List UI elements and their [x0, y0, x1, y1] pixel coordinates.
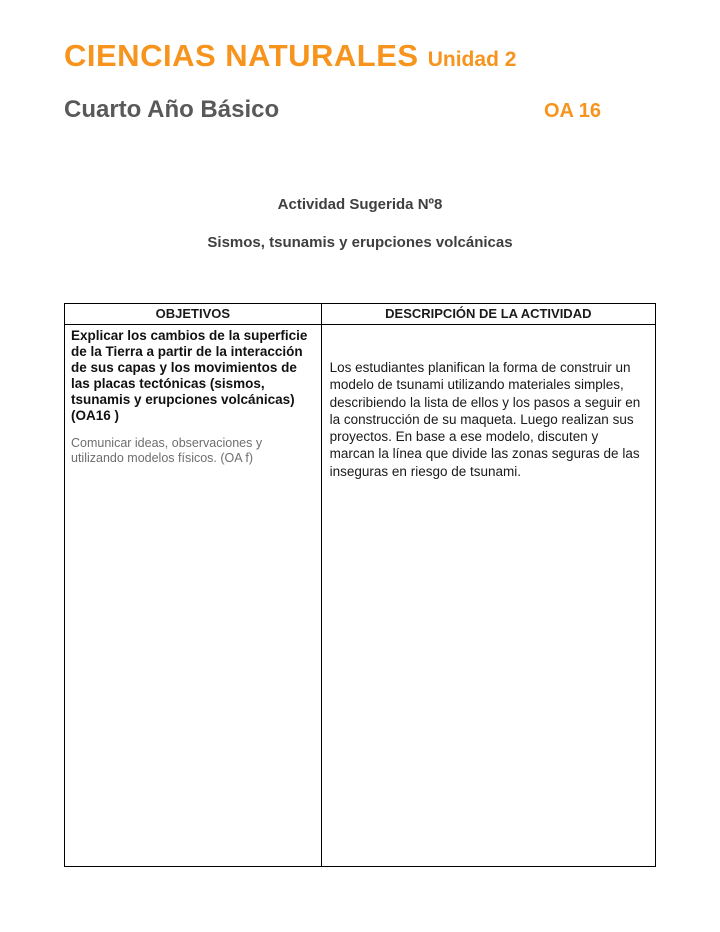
table-body-row [65, 325, 655, 866]
table-header-row [65, 304, 655, 325]
activity-table [64, 303, 656, 867]
unit-label-text: Unidad 2 [427, 48, 517, 71]
description-cell [322, 325, 655, 866]
document-title [64, 38, 656, 74]
activity-subject: Sismos, tsunamis y erupciones volcánicas [207, 234, 513, 251]
column-header-descripcion: DESCRIPCIÓN DE LA ACTIVIDAD [385, 306, 592, 321]
objective-main-text: Explicar los cambios de la superficie de la Tierra a partir de la interacción de sus capas y los movimientos de las placas tectónicas (sismos, tsunamis y erupciones volcánicas) (OA16 ) [71, 328, 308, 423]
column-header-objetivos: OBJETIVOS [65, 304, 322, 324]
objectives-cell [65, 325, 322, 866]
grade-level: Cuarto Año Básico [64, 96, 280, 123]
unit-label [428, 48, 517, 71]
oa-badge: OA 16 [543, 100, 601, 122]
subtitle-row [64, 96, 656, 124]
activity-title: Actividad Sugerida Nº8 [277, 196, 443, 213]
course-name: CIENCIAS NATURALES [64, 38, 419, 73]
objective-secondary-text: Comunicar ideas, observaciones y utilizando modelos físicos. (OA f) [71, 435, 263, 465]
activity-description-text: Los estudiantes planifican la forma de construir un modelo de tsunami utilizando materiales simples, describiendo la lista de ellos y los pasos a seguir en la construcción de su maqueta. Luego realizan sus proyectos. En base a ese modelo, discuten y marcan la línea que divide las zonas seguras de las inseguras en riesgo de tsunami. [329, 360, 641, 479]
